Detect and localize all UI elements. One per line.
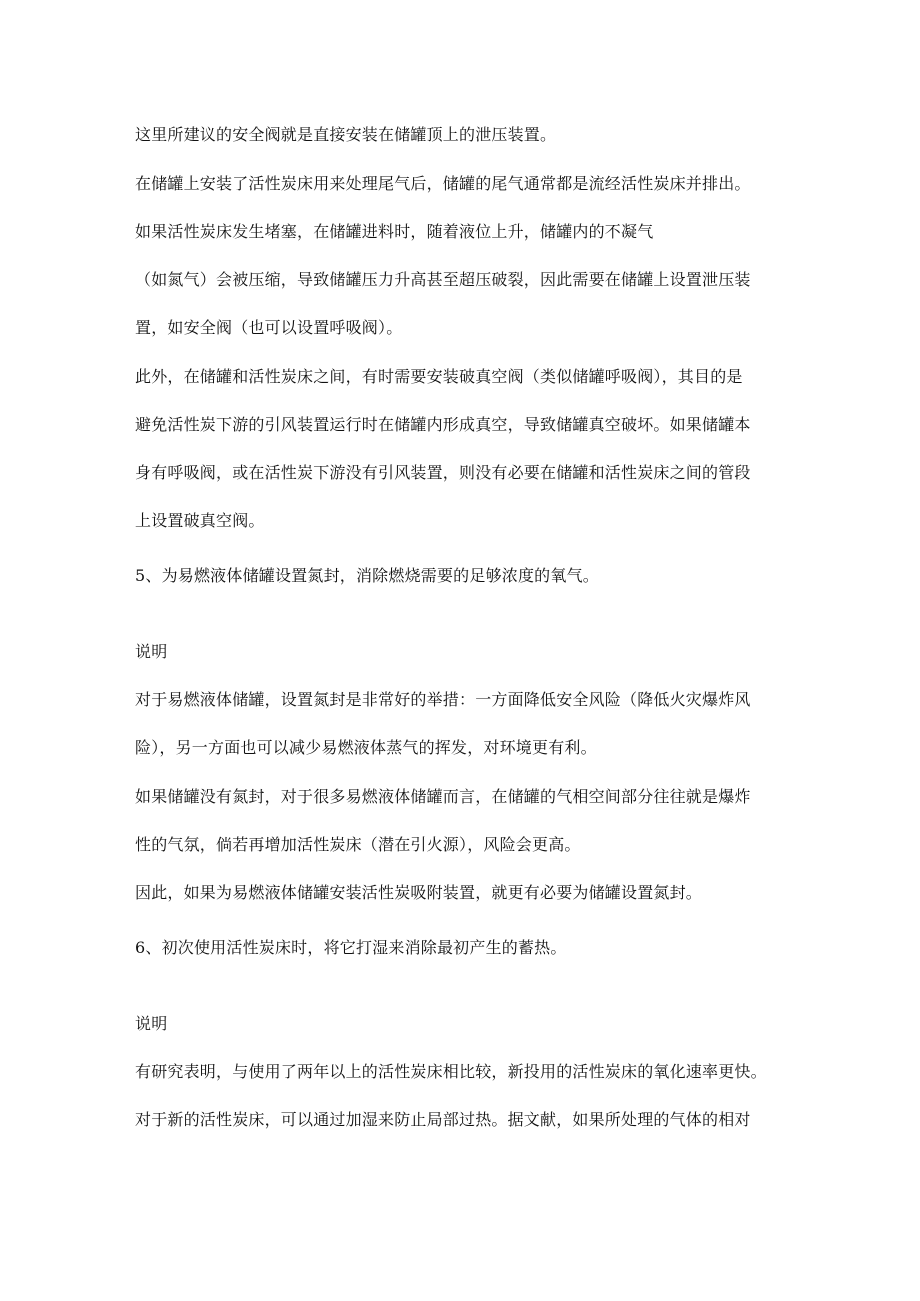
section-heading-6: 6、初次使用活性炭床时，将它打湿来消除最初产生的蓄热。: [135, 938, 567, 957]
text-line: （如氮气）会被压缩，导致储罐压力升高甚至超压破裂，因此需要在储罐上设置泄压装: [135, 270, 751, 289]
text-line: 避免活性炭下游的引风装置运行时在储罐内形成真空，导致储罐真空破坏。如果储罐本: [135, 415, 751, 434]
text-line: 险），另一方面也可以减少易燃液体蒸气的挥发，对环境更有利。: [135, 738, 597, 757]
text-line: 置，如安全阀（也可以设置呼吸阀）。: [135, 318, 403, 337]
text-line: 对于新的活性炭床，可以通过加湿来防止局部过热。据文献，如果所处理的气体的相对: [135, 1110, 751, 1129]
text-line: 在储罐上安装了活性炭床用来处理尾气后，储罐的尾气通常都是流经活性炭床并排出。: [135, 174, 751, 193]
text-line: 有研究表明，与使用了两年以上的活性炭床相比较，新投用的活性炭床的氧化速率更快。: [135, 1062, 767, 1081]
explanation-label: 说明: [135, 642, 168, 661]
text-line: 性的气氛，倘若再增加活性炭床（潜在引火源），风险会更高。: [135, 835, 581, 854]
text-line: 对于易燃液体储罐，设置氮封是非常好的举措：一方面降低安全风险（降低火灾爆炸风: [135, 690, 751, 709]
text-line: 身有呼吸阀，或在活性炭下游没有引风装置，则没有必要在储罐和活性炭床之间的管段: [135, 463, 751, 482]
text-line: 此外，在储罐和活性炭床之间，有时需要安装破真空阀（类似储罐呼吸阀），其目的是: [135, 367, 743, 386]
section-heading-5: 5、为易燃液体储罐设置氮封，消除燃烧需要的足够浓度的氧气。: [135, 566, 599, 585]
explanation-label: 说明: [135, 1014, 168, 1033]
text-line: 上设置破真空阀。: [135, 511, 265, 530]
text-line: 如果活性炭床发生堵塞，在储罐进料时，随着液位上升，储罐内的不凝气: [135, 222, 654, 241]
text-line: 如果储罐没有氮封，对于很多易燃液体储罐而言，在储罐的气相空间部分往往就是爆炸: [135, 787, 751, 806]
text-line: 这里所建议的安全阀就是直接安装在储罐顶上的泄压装置。: [135, 125, 557, 144]
text-line: 因此，如果为易燃液体储罐安装活性炭吸附装置，就更有必要为储罐设置氮封。: [135, 883, 703, 902]
